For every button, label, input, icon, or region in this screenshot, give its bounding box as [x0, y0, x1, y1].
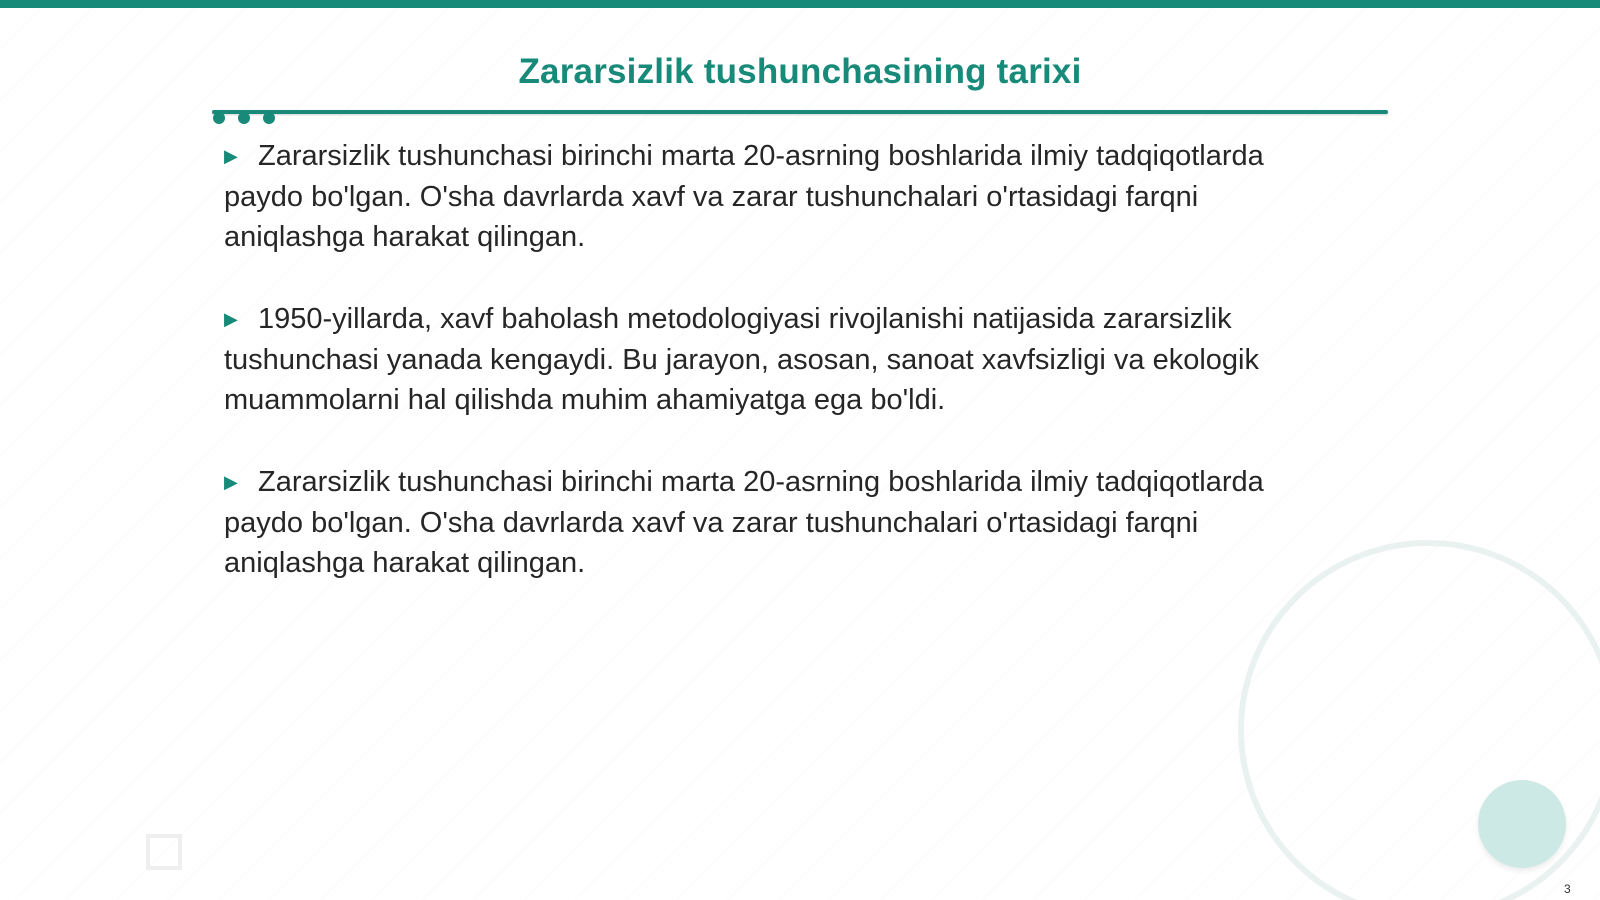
page-number: 3	[1564, 882, 1571, 896]
underline-dot	[238, 112, 250, 124]
triangle-bullet-icon: ▶	[224, 146, 238, 167]
bullet-text: Zararsizlik tushunchasi birinchi marta 20-asrning boshlarida ilmiy tadqiqotlarda paydo bo'lgan. O'sha davrlarda xavf va zarar tushunchalari o'rtasidagi farqni aniqlashga harakat qilingan.	[224, 466, 1264, 579]
bullet-text: Zararsizlik tushunchasi birinchi marta 20-asrning boshlarida ilmiy tadqiqotlarda paydo bo'lgan. O'sha davrlarda xavf va zarar tushunchalari o'rtasidagi farqni aniqlashga harakat qilingan.	[224, 140, 1264, 253]
decorative-circle	[1478, 780, 1566, 868]
bullet-text: 1950-yillarda, xavf baholash metodologiyasi rivojlanishi natijasida zararsizlik tushunchasi yanada kengaydi. Bu jarayon, asosan, sanoat xavfsizligi va ekologik muammolarni hal qilishda muhim ahamiyatga ega bo'ldi.	[224, 303, 1259, 416]
underline-dot	[263, 112, 275, 124]
decorative-square	[146, 834, 182, 870]
title-underline	[212, 110, 1388, 114]
top-accent-bar	[0, 0, 1600, 8]
bullet-paragraph	[224, 299, 1344, 420]
triangle-bullet-icon: ▶	[224, 472, 238, 493]
underline-dot	[213, 112, 225, 124]
bullet-paragraph	[224, 136, 1344, 257]
triangle-bullet-icon: ▶	[224, 309, 238, 330]
bullet-paragraph	[224, 462, 1344, 583]
bullet-list	[224, 136, 1344, 625]
slide-title: Zararsizlik tushunchasining tarixi	[518, 52, 1082, 91]
